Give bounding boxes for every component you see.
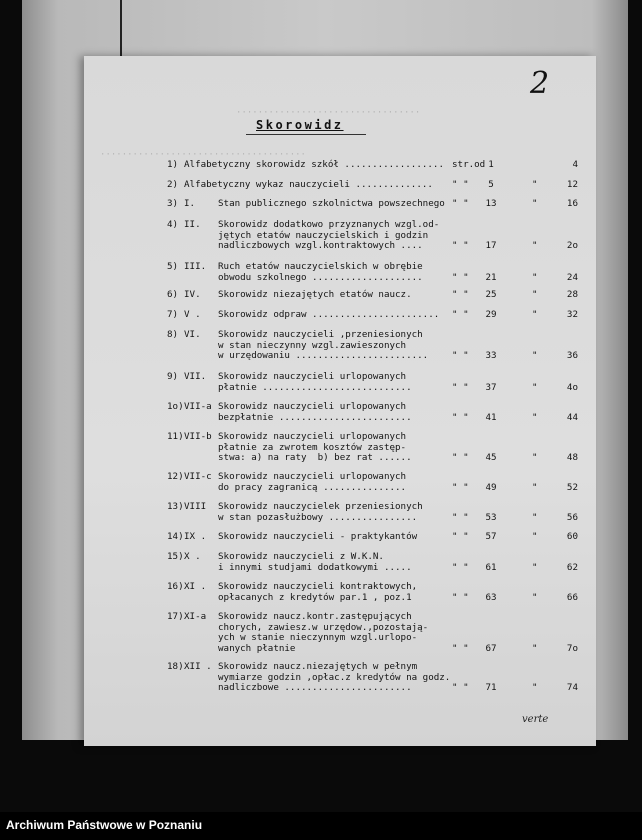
entry-page-from: 1 [488,159,494,170]
entry-roman-numeral: VII-c [184,471,212,482]
entry-page-prefix: " " [452,240,469,252]
entry-ditto-mark: " [532,682,538,694]
bleed-through-text: ·································· [236,108,421,118]
entry-page-to: 32 [566,309,578,320]
entry-page-prefix: " " [452,179,469,190]
entry-text: Skorowidz nauczycieli z W.K.N. i innymi studjami dodatkowymi ..... [218,551,412,573]
entry-page-prefix: " " [452,411,469,423]
entry-page-prefix: " " [452,350,469,362]
entry-page-to: 7o [566,642,578,654]
entry-text: Skorowidz dodatkowo przyznanych wzgl.od- jętych etatów nauczycielskich i godzin nadliczbowych wzgl.kontraktowych .... [218,219,440,252]
entry-page-to: 48 [566,452,578,464]
entry-page-to: 36 [566,350,578,362]
entry-number: 9) [167,371,179,382]
entry-roman-numeral: VII-b [184,431,212,442]
entry-roman-numeral: X . [184,551,201,562]
entry-text: Skorowidz nauczycieli kontraktowych, opłacanych z kredytów par.1 , poz.1 [218,581,418,603]
entry-page-prefix: " " [452,642,469,654]
entry-text: Skorowidz nauczycieli urlopowanych płatnie ........................... [218,371,412,393]
entry-number: 11) [167,431,184,442]
entry-text: Skorowidz nauczycieli urlopowanych do pracy zagranicą ............... [218,471,407,493]
entry-roman-numeral: IV. [184,289,201,300]
entry-page-to: 74 [566,682,578,694]
entry-page-prefix: " " [452,511,469,523]
entry-number: 1o) [167,401,184,412]
entry-ditto-mark: " [532,642,538,654]
entry-page-from: 45 [485,452,497,464]
entry-ditto-mark: " [532,511,538,523]
entry-page-from: 41 [485,411,497,423]
entry-text: Skorowidz naucz.niezajętych w pełnym wymiarze godzin ,opłac.z kredytów na godz. nadliczbowe ....................... [218,661,451,694]
entry-roman-numeral: VIII [184,501,207,512]
entry-page-from: 53 [485,511,497,523]
signature: verte [522,714,549,725]
entry-text: Skorowidz nauczycieli urlopowanych bezpłatnie ........................ [218,401,412,423]
entry-text: Skorowidz odpraw ....................... [218,309,440,320]
entry-page-to: 60 [566,531,578,542]
entry-number: 1) [167,159,179,170]
entry-ditto-mark: " [532,381,538,393]
entry-ditto-mark: " [532,481,538,493]
entry-number: 13) [167,501,184,512]
entry-page-from: 17 [485,240,497,252]
entry-page-to: 28 [566,289,578,300]
entry-roman-numeral: XI-a [184,611,207,622]
entry-ditto-mark: " [532,289,538,300]
entry-text: Skorowidz nauczycieli urlopowanych płatnie za zwrotem kosztów zastęp- stwa: a) na raty b) bez rat ...... [218,431,412,464]
entry-page-to: 66 [566,591,578,603]
entry-number: 14) [167,531,184,542]
entry-page-to: 2o [566,240,578,252]
entry-page-to: 12 [566,179,578,190]
entry-page-from: 25 [485,289,497,300]
entry-page-prefix: " " [452,481,469,493]
entry-roman-numeral: VI. [184,329,201,340]
entry-page-to: 62 [566,561,578,573]
archive-credit: Archiwum Państwowe w Poznaniu [6,818,203,832]
entry-roman-numeral: IX . [184,531,207,542]
entry-roman-numeral: XII . [184,661,212,672]
entry-roman-numeral: VII. [184,371,207,382]
entry-number: 15) [167,551,184,562]
entry-roman-numeral: XI . [184,581,207,592]
entry-ditto-mark: " [532,271,538,283]
entry-number: 8) [167,329,179,340]
entry-page-to: 56 [566,511,578,523]
entry-page-to: 44 [566,411,578,423]
entry-page-prefix: " " [452,381,469,393]
bleed-through-text: ······································ [100,150,306,160]
entry-text: Alfabetyczny skorowidz szkół .................. [184,159,444,170]
entry-roman-numeral: VII-a [184,401,212,412]
entry-page-from: 37 [485,381,497,393]
entry-page-from: 49 [485,481,497,493]
entry-page-from: 67 [485,642,497,654]
entry-ditto-mark: " [532,198,538,209]
entry-number: 6) [167,289,179,300]
entry-ditto-mark: " [532,561,538,573]
entry-number: 12) [167,471,184,482]
entry-roman-numeral: I. [184,198,196,209]
entry-page-prefix: " " [452,561,469,573]
entry-page-to: 16 [566,198,578,209]
page-number: 2 [530,66,550,101]
entry-page-to: 52 [566,481,578,493]
entry-page-prefix: " " [452,452,469,464]
entry-ditto-mark: " [532,452,538,464]
entry-page-prefix: " " [452,271,469,283]
entry-page-from: 33 [485,350,497,362]
entry-page-from: 5 [488,179,494,190]
entry-text: Skorowidz nauczycieli ,przeniesionych w stan nieczynny wzgl.zawieszonych w urzędowaniu ........................ [218,329,429,362]
entry-text: Skorowidz niezajętych etatów naucz. [218,289,412,300]
entry-page-from: 13 [485,198,497,209]
entry-text: Alfabetyczny wykaz nauczycieli .............. [184,179,433,190]
title-underline [246,134,366,135]
entry-number: 17) [167,611,184,622]
entry-page-to: 24 [566,271,578,283]
entry-ditto-mark: " [532,179,538,190]
entry-number: 5) [167,261,179,272]
entry-page-from: 29 [485,309,497,320]
entry-ditto-mark: " [532,411,538,423]
entry-page-prefix: " " [452,198,469,209]
entry-page-from: 61 [485,561,497,573]
entry-page-from: 21 [485,271,497,283]
entry-ditto-mark: " [532,591,538,603]
entry-page-prefix: " " [452,682,469,694]
entry-number: 7) [167,309,179,320]
entry-page-from: 63 [485,591,497,603]
entry-number: 3) [167,198,179,209]
entry-page-prefix: " " [452,591,469,603]
entry-ditto-mark: " [532,240,538,252]
entry-page-to: 4o [566,381,578,393]
entry-page-prefix: str.od [452,159,486,170]
entry-number: 16) [167,581,184,592]
entry-page-prefix: " " [452,309,469,320]
entry-page-from: 57 [485,531,497,542]
entry-roman-numeral: II. [184,219,201,230]
entry-page-prefix: " " [452,531,469,542]
entry-text: Skorowidz nauczycieli - praktykantów [218,531,418,542]
back-sheet-edge-line [120,0,122,56]
entry-ditto-mark: " [532,531,538,542]
entry-text: Stan publicznego szkolnictwa powszechnego [218,198,445,209]
entry-page-prefix: " " [452,289,469,300]
page-title: Skorowidz [256,118,344,132]
entry-text: Ruch etatów nauczycielskich w obrębie obwodu szkolnego .................... [218,261,423,283]
entry-number: 4) [167,219,179,230]
entry-number: 2) [167,179,179,190]
entry-roman-numeral: III. [184,261,207,272]
entry-number: 18) [167,661,184,672]
entry-page-to: 4 [572,159,578,170]
entry-ditto-mark: " [532,309,538,320]
entry-roman-numeral: V . [184,309,201,320]
entry-page-from: 71 [485,682,497,694]
entry-text: Skorowidz naucz.kontr.zastępujących chorych, zawiesz.w urzędow.,pozostają- ych w stanie nieczynnym wzgl.urlopo- wanych płatnie [218,611,429,654]
entry-text: Skorowidz nauczycielek przeniesionych w stan pozasłużbowy ................ [218,501,423,523]
entry-ditto-mark: " [532,350,538,362]
